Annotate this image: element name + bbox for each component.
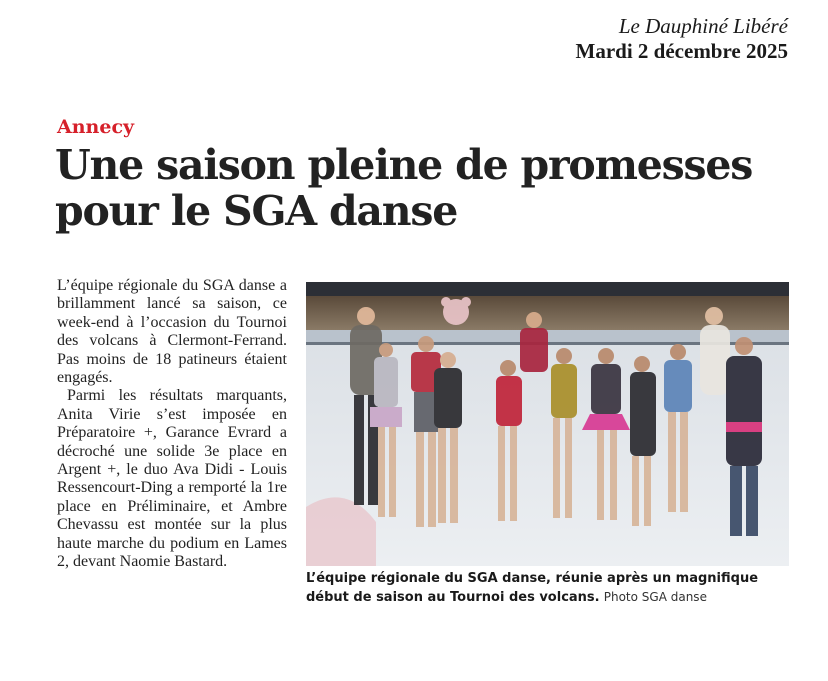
headline-line-1: Une saison pleine de promesses: [55, 141, 753, 189]
article-headline: [55, 142, 752, 234]
publication-date: Mardi 2 décembre 2025: [575, 39, 788, 63]
team-photo: [306, 282, 789, 566]
article-body: [57, 277, 287, 572]
article-paragraph: Parmi les résultats marquants, Anita Virie s’est imposée en Préparatoire +, Garance Evrard a décroché une solide 3e place en Argent +, le duo Ava Didi - Louis Ressencourt-Ding a remporté la 1re place en Préliminaire, et Ambre Chevassu est montée sur la plus haute marche du podium en Lames 2, devant Naomie Bastard.: [57, 387, 287, 571]
photo-credit: Photo SGA danse: [603, 590, 707, 604]
article-paragraph: L’équipe régionale du SGA danse a brillamment lancé sa saison, ce week-end à l’occasion du Tournoi des volcans à Clermont-Ferrand. Pas moins de 18 patineurs étaient engagés.: [57, 277, 287, 387]
publication-header: [576, 14, 788, 64]
article-rubric: Annecy: [57, 116, 135, 138]
team-photo-illustration: [306, 282, 789, 566]
headline-line-2: pour le SGA danse: [55, 187, 458, 235]
photo-caption: [306, 570, 796, 607]
publication-name: Le Dauphiné Libéré: [618, 14, 788, 38]
caption-text: L’équipe régionale du SGA danse, réunie après un magnifique début de saison au Tournoi des volcans.: [306, 571, 759, 605]
